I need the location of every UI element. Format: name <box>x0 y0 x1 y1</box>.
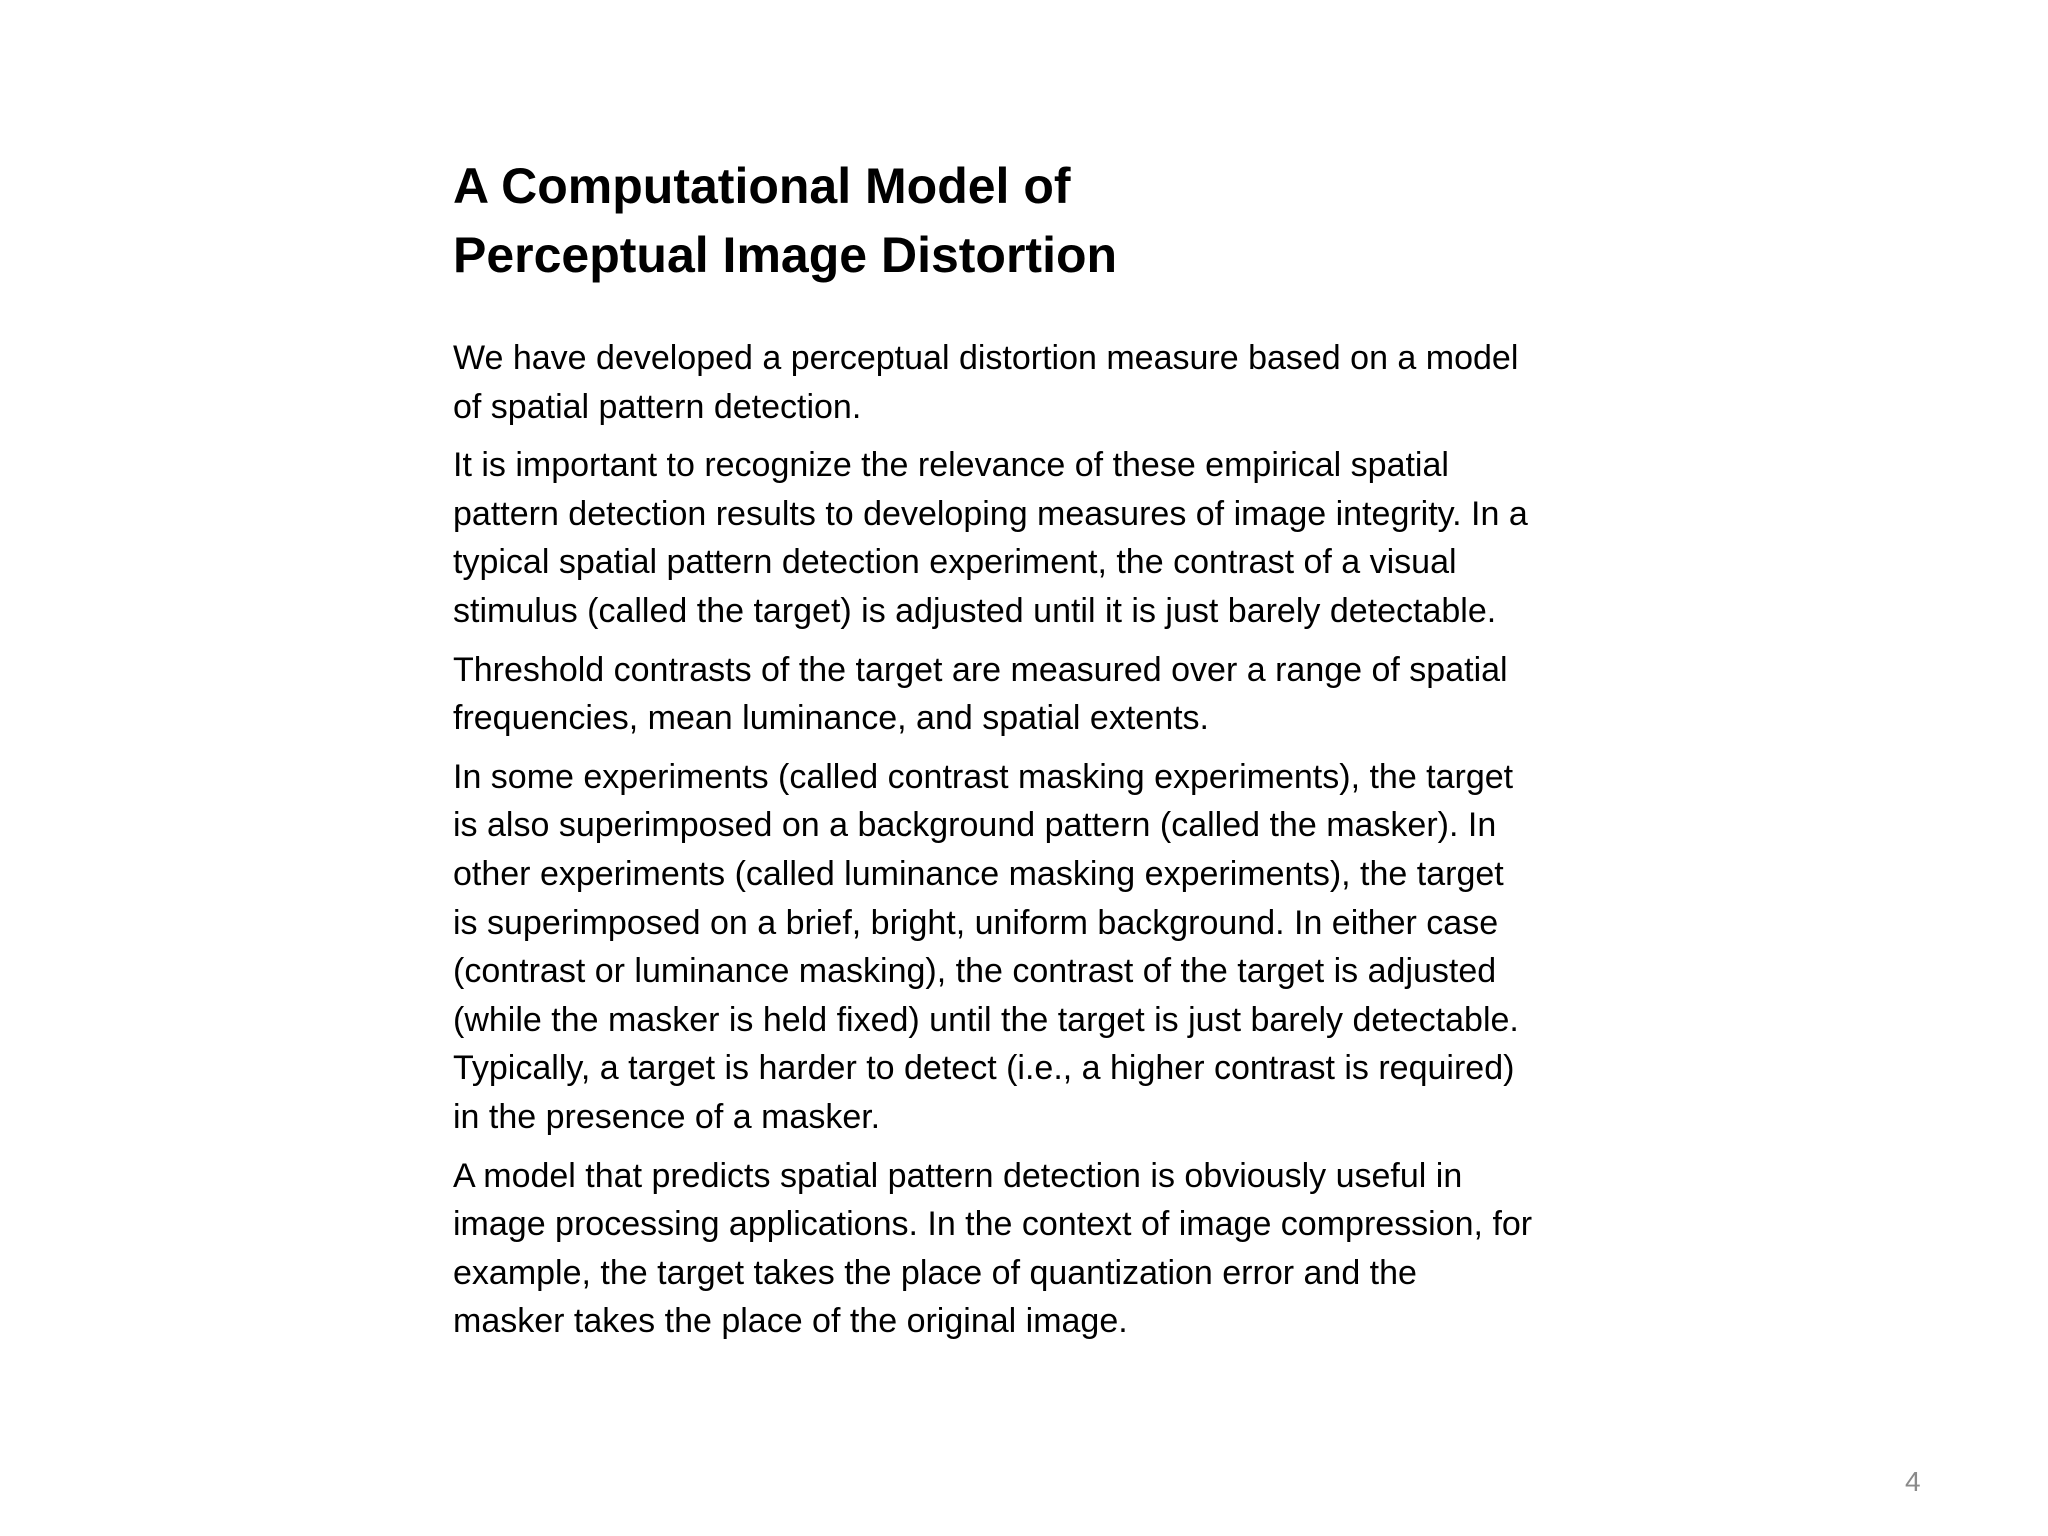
page-number: 4 <box>1905 1466 1921 1497</box>
text-line: (while the masker is held fixed) until the target is just barely detectable. <box>453 1000 1519 1039</box>
paragraph <box>453 1152 1698 1346</box>
text-line: of spatial pattern detection. <box>453 387 862 426</box>
body-text <box>453 334 1698 1356</box>
text-line: In some experiments (called contrast masking experiments), the target <box>453 757 1514 796</box>
text-line: typical spatial pattern detection experiment, the contrast of a visual <box>453 543 1457 582</box>
paragraph <box>453 753 1698 1142</box>
text-line: frequencies, mean luminance, and spatial extents. <box>453 699 1210 738</box>
text-line: Typically, a target is harder to detect (i.e., a higher contrast is required) <box>453 1049 1515 1088</box>
text-line: example, the target takes the place of quantization error and the <box>453 1253 1417 1292</box>
title-line: A Computational Model of <box>453 158 1071 214</box>
paragraph <box>453 441 1698 635</box>
paragraph <box>453 646 1698 743</box>
text-line: We have developed a perceptual distortion measure based on a model <box>453 339 1519 377</box>
paragraph <box>453 334 1698 431</box>
text-line: It is important to recognize the relevance of these empirical spatial <box>453 446 1449 485</box>
text-line: masker takes the place of the original image. <box>453 1302 1128 1341</box>
text-line: Threshold contrasts of the target are measured over a range of spatial <box>453 650 1508 689</box>
text-line: A model that predicts spatial pattern detection is obviously useful in <box>453 1156 1463 1195</box>
slide-title <box>453 152 1653 290</box>
text-line: is superimposed on a brief, bright, uniform background. In either case <box>453 903 1499 942</box>
text-line: (contrast or luminance masking), the contrast of the target is adjusted <box>453 952 1497 991</box>
text-line: in the presence of a masker. <box>453 1097 881 1136</box>
title-line: Perceptual Image Distortion <box>453 227 1118 283</box>
text-line: image processing applications. In the context of image compression, for <box>453 1205 1533 1244</box>
text-line: other experiments (called luminance masking experiments), the target <box>453 854 1504 893</box>
text-line: stimulus (called the target) is adjusted until it is just barely detectable. <box>453 591 1497 630</box>
text-line: is also superimposed on a background pattern (called the masker). In <box>453 806 1497 845</box>
text-line: pattern detection results to developing measures of image integrity. In a <box>453 494 1528 533</box>
